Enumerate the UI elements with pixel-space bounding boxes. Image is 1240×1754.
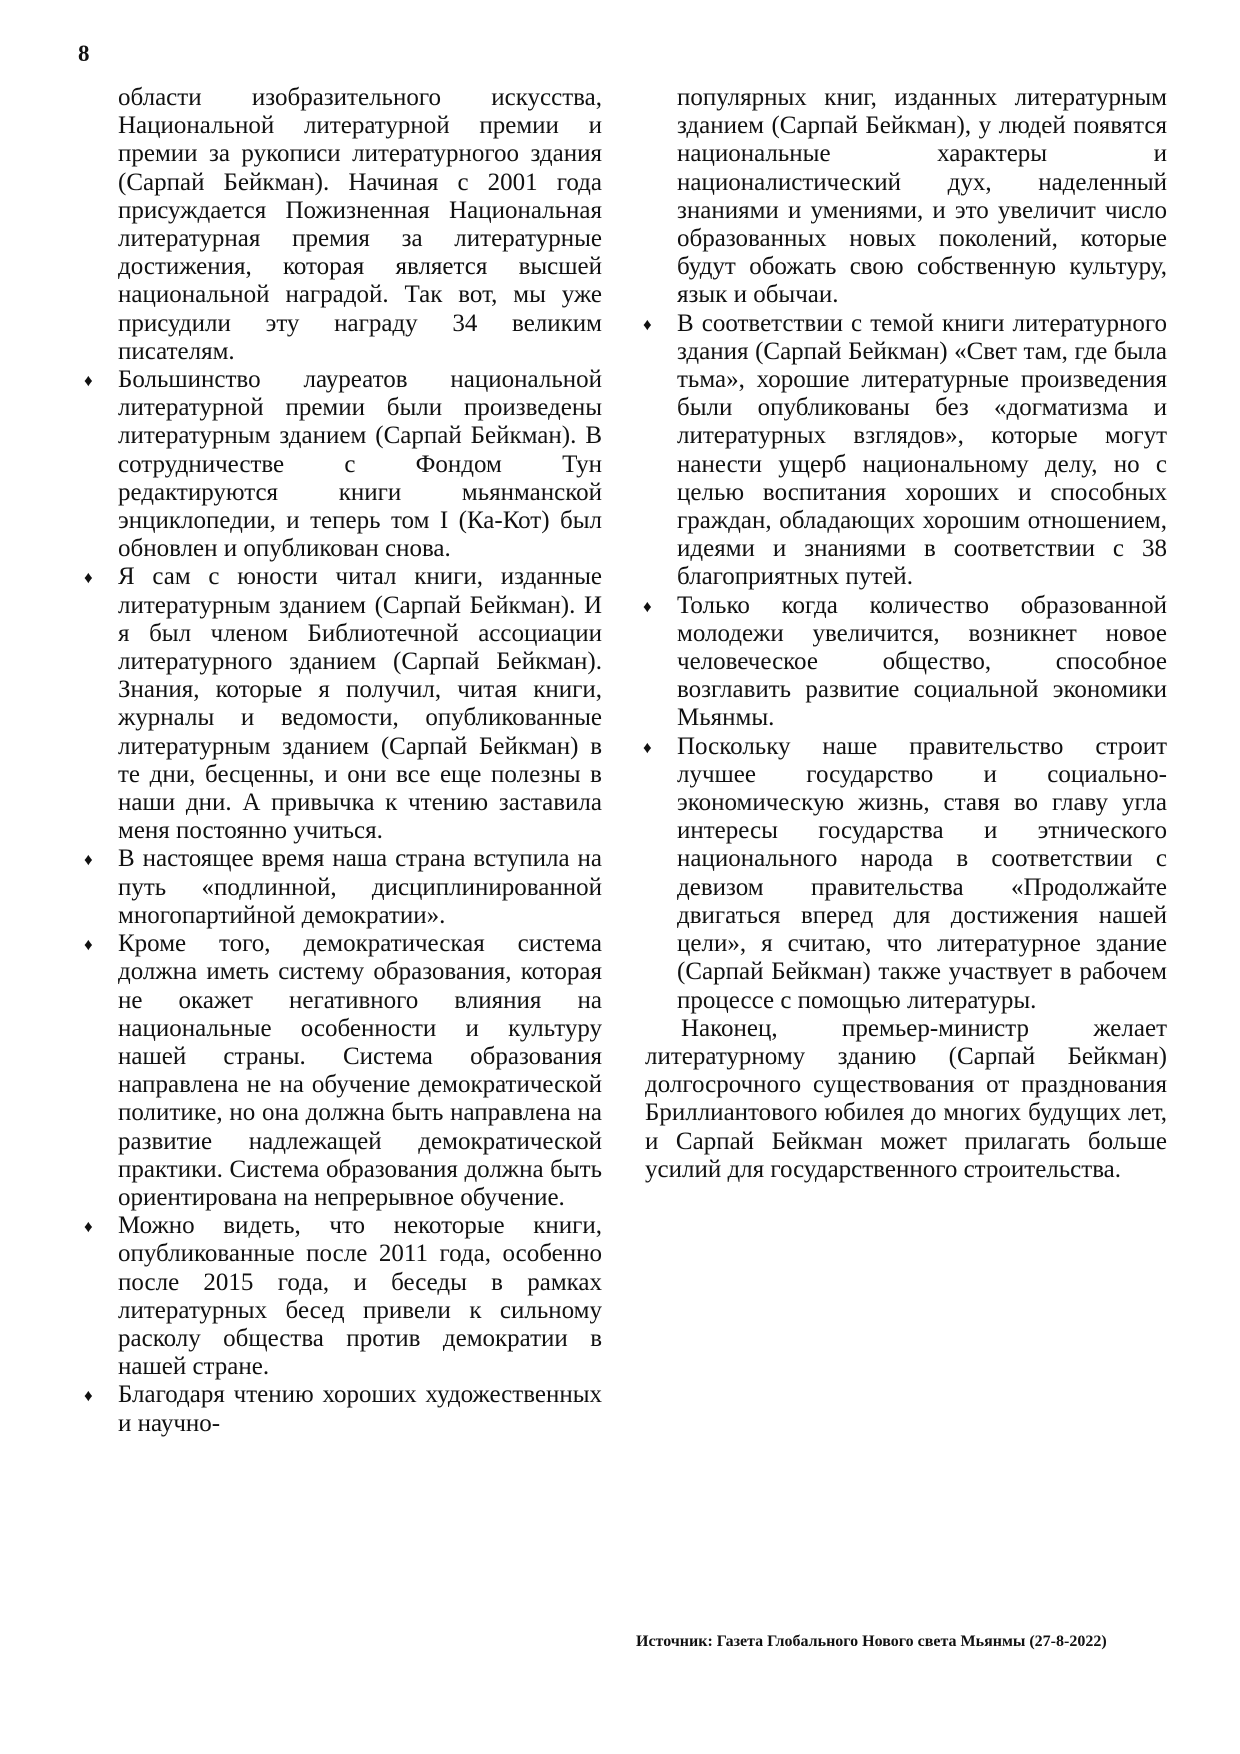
bullet-text: Только когда количество образованной молодежи увеличится, возникнет новое человеческое общество, способное возглавить развитие социальной экономики Мьянмы.	[677, 591, 1167, 732]
diamond-bullet-icon: ♦	[84, 1217, 93, 1237]
paragraph-continued	[645, 84, 1167, 310]
diamond-bullet-icon: ♦	[643, 737, 652, 757]
diamond-bullet-icon: ♦	[84, 850, 93, 870]
bullet-text: Большинство лауреатов национальной литературной премии были произведены литературным зданием (Сарпай Бейкман). В сотрудничестве с Фондом Тун редактируются книги мьянманской энциклопедии, и теперь том I (Ка-Кот) был обновлен и опубликован снова.	[118, 366, 602, 563]
diamond-bullet-icon: ♦	[84, 1386, 93, 1406]
diamond-bullet-icon: ♦	[84, 371, 93, 391]
bullet-text: Я сам с юности читал книги, изданные литературным зданием (Сарпай Бейкман). И я был членом Библиотечной ассоциации литературного зданием (Сарпай Бейкман). Знания, которые я получил, читая книги, журналы и ведомости, опубликованные литературным зданием (Сарпай Бейкман) в те дни, бесценны, и они все еще полезны в наши дни. А привычка к чтению заставила меня постоянно учиться.	[118, 563, 602, 845]
paragraph-continued	[86, 84, 602, 366]
page-number: 8	[78, 41, 90, 66]
bullet-item	[86, 366, 602, 563]
bullet-text: Можно видеть, что некоторые книги, опубликованные после 2011 года, особенно после 2015 года, и беседы в рамках литературных бесед привели к сильному расколу общества против демократии в нашей стране.	[118, 1212, 602, 1381]
bullet-item	[86, 1381, 602, 1437]
bullet-item	[645, 592, 1167, 733]
right-column	[645, 84, 1167, 1184]
bullet-item	[86, 1212, 602, 1381]
bullet-item	[86, 930, 602, 1212]
bullet-text: Поскольку наше правительство строит лучшее государство и социально-экономическую жизнь, ставя во главу угла интересы государства и этнического национального народа в соответствии с девизом правительства «Продолжайте двигаться вперед для достижения нашей цели», я считаю, что литературное здание (Сарпай Бейкман) также участвует в рабочем процессе с помощью литературы.	[677, 732, 1167, 1014]
bullet-item	[86, 563, 602, 845]
bullet-item	[645, 310, 1167, 592]
closing-paragraph: Наконец, премьер-министр желает литературному зданию (Сарпай Бейкман) долгосрочного существования от празднования Бриллиантового юбилея до многих будущих лет, и Сарпай Бейкман может прилагать больше усилий для государственного строительства.	[645, 1014, 1167, 1183]
bullet-text: Кроме того, демократическая система должна иметь систему образования, которая не окажет негативного влияния на национальные особенности и культуру нашей страны. Система образования направлена не на обучение демократической политике, но она должна быть направлена на развитие надлежащей демократической практики. Система образования должна быть ориентирована на непрерывное обучение.	[118, 930, 602, 1211]
bullet-text: В настоящее время наша страна вступила на путь «подлинной, дисциплинированной многопартийной демократии».	[118, 845, 602, 929]
paragraph-text: области изобразительного искусства, Национальной литературной премии и премии за рукописи литературногоо здания (Сарпай Бейкман). Начиная с 2001 года присуждается Пожизненная Национальная литературная премия за литературные достижения, которая является высшей национальной наградой. Так вот, мы уже присудили эту награду 34 великим писателям.	[118, 84, 602, 365]
bullet-text: В соответствии с темой книги литературного здания (Сарпай Бейкман) «Свет там, где была тьма», хорошие литературные произведения были опубликованы без «догматизма и литературных взглядов», которые могут нанести ущерб национальному делу, но с целью воспитания хороших и способных граждан, обладающих хорошим отношением, идеями и знаниями в соответствии с 38 благоприятных путей.	[677, 309, 1167, 591]
left-column	[86, 84, 602, 1438]
bullet-text: Благодаря чтению хороших художественных и научно-	[118, 1381, 602, 1437]
diamond-bullet-icon: ♦	[84, 568, 93, 588]
diamond-bullet-icon: ♦	[84, 935, 93, 955]
bullet-item	[86, 845, 602, 930]
diamond-bullet-icon: ♦	[643, 596, 652, 616]
diamond-bullet-icon: ♦	[643, 314, 652, 334]
bullet-item	[645, 733, 1167, 1015]
paragraph-text: популярных книг, изданных литературным зданием (Сарпай Бейкман), у людей появятся национальные характеры и националистический дух, наделенный знаниями и умениями, и это увеличит число образованных новых поколений, которые будут обожать свою собственную культуру, язык и обычаи.	[677, 84, 1167, 309]
source-citation: Источник: Газета Глобального Нового света Мьянмы (27-8-2022)	[636, 1633, 1107, 1650]
